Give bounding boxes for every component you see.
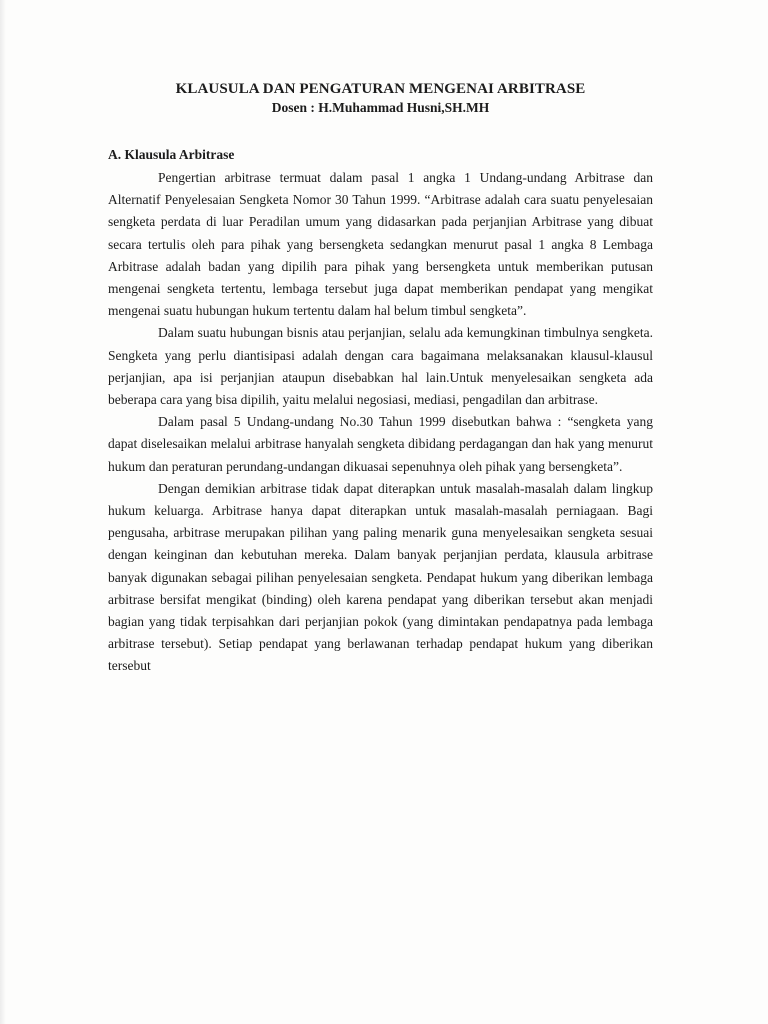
document-title: KLAUSULA DAN PENGATURAN MENGENAI ARBITRASE <box>175 81 586 97</box>
document-body <box>108 79 653 678</box>
paragraph-4: Dengan demikian arbitrase tidak dapat diterapkan untuk masalah-masalah dalam lingkup hukum keluarga. Arbitrase hanya dapat diterapkan untuk masalah-masalah perniagaan. Bagi pengusaha, arbitrase merupakan pilihan yang paling menarik guna menyelesaikan sengketa sesuai dengan keinginan dan kebutuhan mereka. Dalam banyak perjanjian perdata, klausula arbitrase banyak digunakan sebagai pilihan penyelesaian sengketa. Pendapat hukum yang diberikan lembaga arbitrase bersifat mengikat (binding) oleh karena pendapat yang diberikan tersebut akan menjadi bagian yang tidak terpisahkan dari perjanjian pokok (yang dimintakan pendapatnya pada lembaga arbitrase tersebut). Setiap pendapat yang berlawanan terhadap pendapat hukum yang diberikan tersebut <box>108 480 653 674</box>
section-heading-a: A. Klausula Arbitrase <box>108 147 235 162</box>
paragraph-2: Dalam suatu hubungan bisnis atau perjanjian, selalu ada kemungkinan timbulnya sengketa. Sengketa yang perlu diantisipasi adalah dengan cara bagaimana melaksanakan klausul-klausul perjanjian, apa isi perjanjian ataupun disebabkan hal lain.Untuk menyelesaikan sengketa ada beberapa cara yang bisa dipilih, yaitu melalui negosiasi, mediasi, pengadilan dan arbitrase. <box>108 325 653 408</box>
paragraph-3: Dalam pasal 5 Undang-undang No.30 Tahun 1999 disebutkan bahwa : “sengketa yang dapat diselesaikan melalui arbitrase hanyalah sengketa dibidang perdagangan dan hak yang menurut hukum dan peraturan perundang-undangan dikuasai sepenuhnya oleh pihak yang bersengketa”. <box>108 414 653 474</box>
paragraph-1: Pengertian arbitrase termuat dalam pasal 1 angka 1 Undang-undang Arbitrase dan Alternatif Penyelesaian Sengketa Nomor 30 Tahun 1999. “Arbitrase adalah cara suatu penyelesaian sengketa perdata di luar Peradilan umum yang didasarkan pada perjanjian Arbitrase yang dibuat secara tertulis oleh para pihak yang bersengketa sedangkan menurut pasal 1 angka 8 Lembaga Arbitrase adalah badan yang dipilih para pihak yang bersengketa untuk memberikan putusan mengenai sengketa tertentu, lembaga tersebut juga dapat memberikan pendapat yang mengikat mengenai suatu hubungan hukum tertentu dalam hal belum timbul sengketa”. <box>108 170 653 319</box>
document-lecturer: Dosen : H.Muhammad Husni,SH.MH <box>271 100 490 115</box>
scan-edge-shadow <box>0 0 6 1024</box>
